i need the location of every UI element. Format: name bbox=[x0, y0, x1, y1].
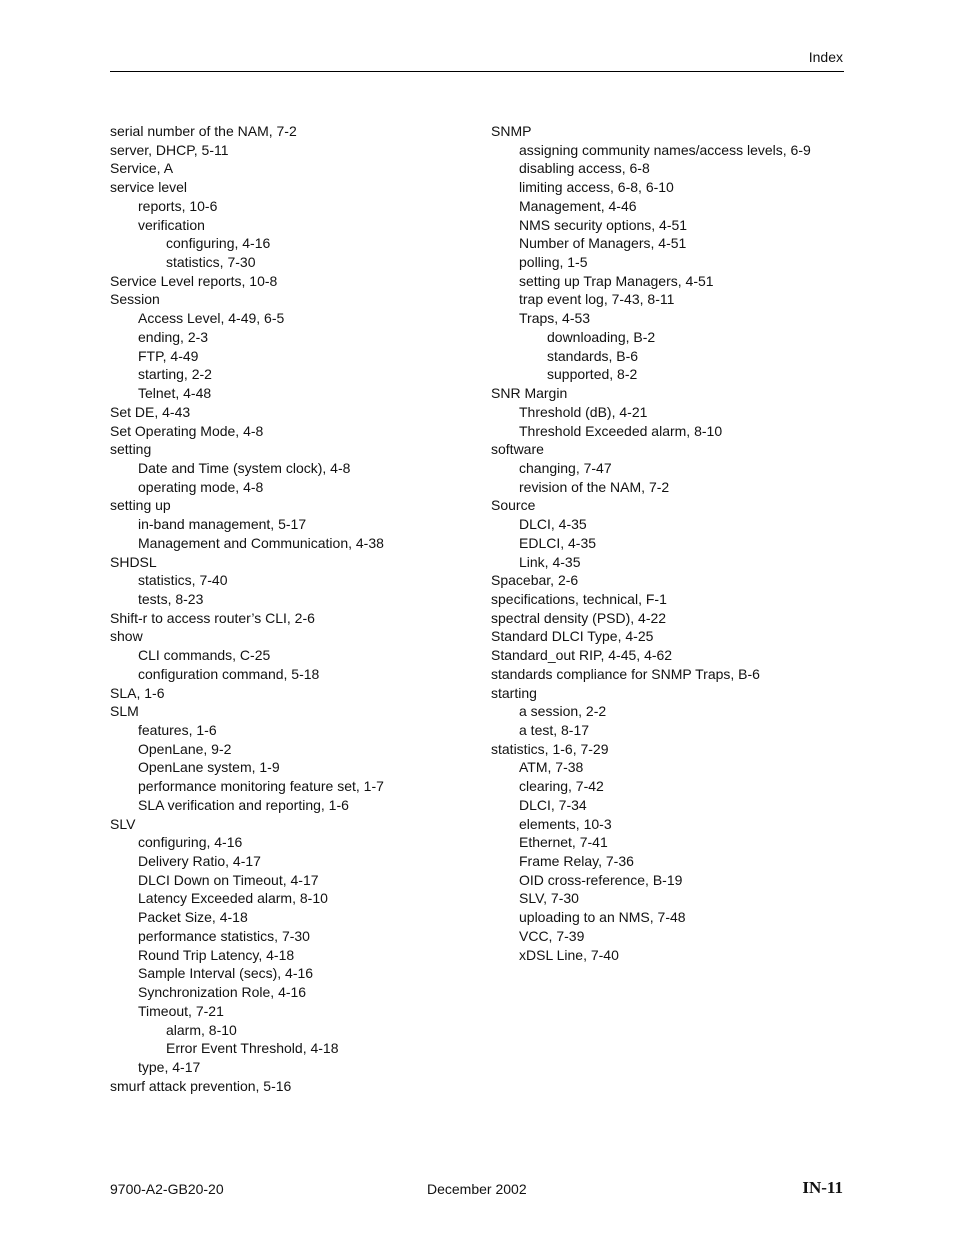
index-entry: Service Level reports, 10-8 bbox=[110, 272, 278, 289]
index-entry: DLCI, 4-35 bbox=[519, 516, 587, 533]
index-entry: software bbox=[491, 441, 544, 458]
index-entry: Standard_out RIP, 4-45, 4-62 bbox=[491, 647, 673, 664]
index-entry: disabling access, 6-8 bbox=[519, 160, 650, 177]
index-entry: Threshold (dB), 4-21 bbox=[519, 403, 648, 420]
index-entry: SHDSL bbox=[110, 553, 157, 570]
index-entry: Latency Exceeded alarm, 8-10 bbox=[138, 890, 328, 907]
index-entry: clearing, 7-42 bbox=[519, 778, 604, 795]
footer-date: December 2002 bbox=[427, 1181, 527, 1197]
index-entry: Management and Communication, 4-38 bbox=[138, 534, 384, 551]
index-entry: SLM bbox=[110, 703, 139, 720]
index-entry: Standard DLCI Type, 4-25 bbox=[491, 628, 654, 645]
index-entry: Number of Managers, 4-51 bbox=[519, 235, 687, 252]
index-entry: service level bbox=[110, 179, 188, 196]
index-entry: Packet Size, 4-18 bbox=[138, 909, 248, 926]
index-entry: FTP, 4-49 bbox=[138, 347, 199, 364]
index-entry: Round Trip Latency, 4-18 bbox=[138, 946, 295, 963]
index-entry: polling, 1-5 bbox=[519, 254, 588, 271]
footer-page-number: IN-11 bbox=[802, 1178, 843, 1197]
index-entry: statistics, 1-6, 7-29 bbox=[491, 740, 609, 757]
index-column-left bbox=[110, 122, 480, 1095]
index-entry: specifications, technical, F-1 bbox=[491, 590, 667, 607]
index-entry: Source bbox=[491, 497, 536, 514]
index-entry: Traps, 4-53 bbox=[519, 310, 591, 327]
index-entry: Threshold Exceeded alarm, 8-10 bbox=[519, 422, 723, 439]
index-entry: uploading to an NMS, 7-48 bbox=[519, 909, 686, 926]
index-entry: Synchronization Role, 4-16 bbox=[138, 984, 307, 1001]
index-entry: Frame Relay, 7-36 bbox=[519, 853, 634, 870]
index-entry: trap event log, 7-43, 8-11 bbox=[519, 291, 675, 308]
index-entry: type, 4-17 bbox=[138, 1058, 201, 1075]
index-entry: OID cross-reference, B-19 bbox=[519, 871, 683, 888]
index-entry: starting bbox=[491, 684, 537, 701]
index-entry: Service, A bbox=[110, 160, 174, 177]
index-entry: statistics, 7-40 bbox=[138, 572, 228, 589]
index-entry: configuring, 4-16 bbox=[138, 834, 243, 851]
index-entry: features, 1-6 bbox=[138, 722, 217, 738]
index-entry: Timeout, 7-21 bbox=[138, 1002, 224, 1019]
index-entry: Spacebar, 2-6 bbox=[491, 572, 579, 589]
index-entry: starting, 2-2 bbox=[138, 366, 212, 383]
index-entry: ATM, 7-38 bbox=[519, 759, 584, 776]
index-entry: SNMP bbox=[491, 123, 532, 139]
index-entry: Shift-r to access router’s CLI, 2-6 bbox=[110, 609, 315, 626]
index-entry: setting bbox=[110, 441, 152, 458]
index-entry: server, DHCP, 5-11 bbox=[110, 141, 229, 158]
index-entry: VCC, 7-39 bbox=[519, 927, 585, 944]
index-entry: EDLCI, 4-35 bbox=[519, 534, 597, 551]
running-header-title: Index bbox=[808, 49, 843, 65]
index-entry: OpenLane, 9-2 bbox=[138, 740, 232, 757]
index-entry: setting up bbox=[110, 497, 171, 514]
index-entry: supported, 8-2 bbox=[547, 366, 638, 383]
index-entry: SLA verification and reporting, 1-6 bbox=[138, 796, 349, 813]
index-entry: performance monitoring feature set, 1-7 bbox=[138, 778, 384, 795]
index-entry: Error Event Threshold, 4-18 bbox=[166, 1040, 339, 1057]
index-entry: SLA, 1-6 bbox=[110, 684, 165, 701]
index-entry: DLCI Down on Timeout, 4-17 bbox=[138, 871, 319, 888]
index-entry: Set DE, 4-43 bbox=[110, 403, 191, 420]
index-entry: Delivery Ratio, 4-17 bbox=[138, 853, 261, 870]
index-entry: limiting access, 6-8, 6-10 bbox=[519, 179, 674, 196]
index-entry: performance statistics, 7-30 bbox=[138, 927, 310, 944]
header-rule bbox=[110, 71, 844, 72]
index-entry: spectral density (PSD), 4-22 bbox=[491, 609, 667, 626]
index-entry: a session, 2-2 bbox=[519, 703, 607, 720]
index-entry: DLCI, 7-34 bbox=[519, 796, 587, 813]
index-entry: standards, B-6 bbox=[547, 347, 639, 364]
index-entry: show bbox=[110, 628, 143, 645]
index-entry: xDSL Line, 7-40 bbox=[519, 946, 619, 963]
index-entry: alarm, 8-10 bbox=[166, 1021, 237, 1038]
index-entry: SLV bbox=[110, 815, 136, 832]
index-entry: a test, 8-17 bbox=[519, 722, 590, 738]
index-column-right bbox=[491, 122, 861, 964]
index-entry: standards compliance for SNMP Traps, B-6 bbox=[491, 665, 760, 682]
footer-document-number: 9700-A2-GB20-20 bbox=[110, 1181, 224, 1197]
index-entry: assigning community names/access levels, 6-9 bbox=[519, 141, 811, 158]
index-entry: Session bbox=[110, 291, 160, 308]
index-entry: configuring, 4-16 bbox=[166, 235, 271, 252]
index-entry: elements, 10-3 bbox=[519, 815, 612, 832]
index-entry: Date and Time (system clock), 4-8 bbox=[138, 459, 351, 476]
index-entry: reports, 10-6 bbox=[138, 197, 218, 214]
index-entry: revision of the NAM, 7-2 bbox=[519, 478, 670, 495]
index-entry: serial number of the NAM, 7-2 bbox=[110, 123, 297, 139]
index-entry: operating mode, 4-8 bbox=[138, 478, 264, 495]
index-entry: Access Level, 4-49, 6-5 bbox=[138, 310, 285, 327]
index-entry: setting up Trap Managers, 4-51 bbox=[519, 272, 714, 289]
index-entry: in-band management, 5-17 bbox=[138, 516, 307, 533]
index-entry: CLI commands, C-25 bbox=[138, 647, 271, 664]
index-entry: ending, 2-3 bbox=[138, 328, 209, 345]
index-entry: Set Operating Mode, 4-8 bbox=[110, 422, 264, 439]
index-entry: OpenLane system, 1-9 bbox=[138, 759, 280, 776]
index-entry: NMS security options, 4-51 bbox=[519, 216, 688, 233]
index-entry: smurf attack prevention, 5-16 bbox=[110, 1077, 292, 1094]
index-entry: statistics, 7-30 bbox=[166, 254, 256, 271]
index-entry: Management, 4-46 bbox=[519, 197, 637, 214]
index-entry: Telnet, 4-48 bbox=[138, 385, 212, 402]
index-entry: SLV, 7-30 bbox=[519, 890, 579, 907]
index-entry: Ethernet, 7-41 bbox=[519, 834, 608, 851]
index-entry: Link, 4-35 bbox=[519, 553, 581, 570]
index-entry: configuration command, 5-18 bbox=[138, 665, 320, 682]
index-entry: Sample Interval (secs), 4-16 bbox=[138, 965, 314, 982]
index-entry: verification bbox=[138, 216, 205, 233]
index-entry: downloading, B-2 bbox=[547, 328, 656, 345]
index-entry: changing, 7-47 bbox=[519, 459, 612, 476]
index-entry: SNR Margin bbox=[491, 385, 568, 402]
index-entry: tests, 8-23 bbox=[138, 590, 204, 607]
